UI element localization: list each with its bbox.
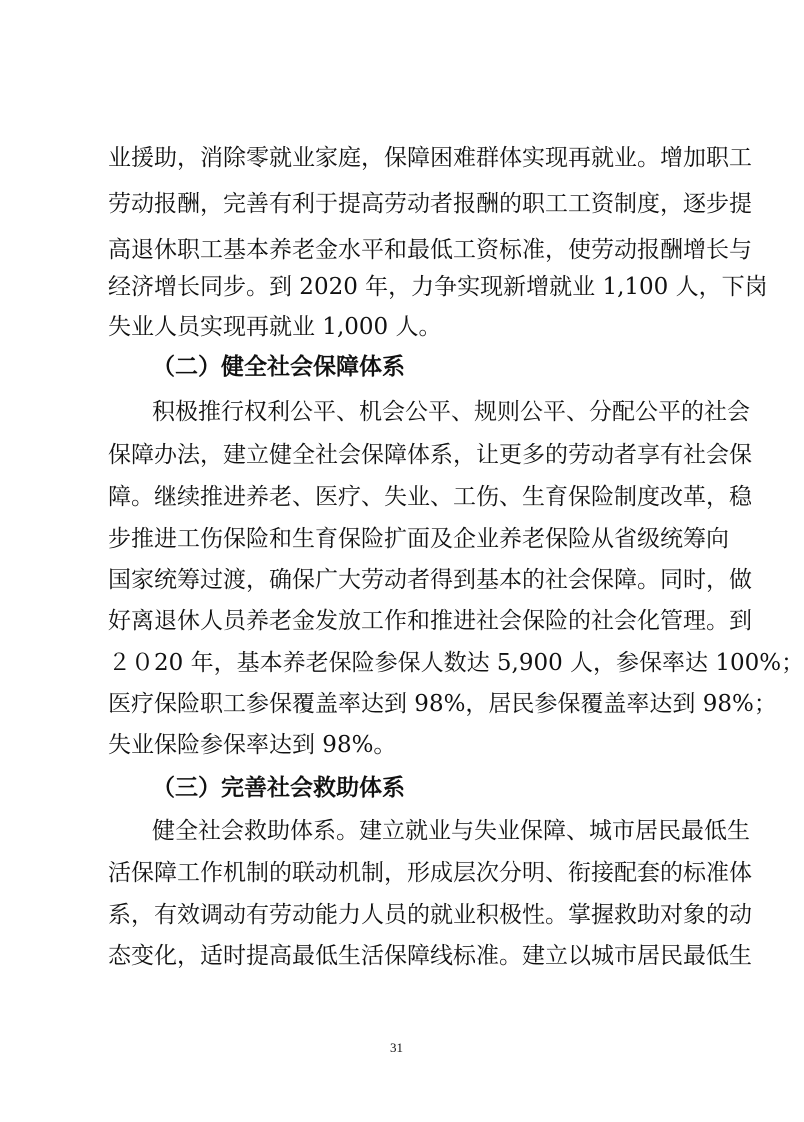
paragraph-line: 积极推行权利公平、机会公平、规则公平、分配公平的社会 [152,399,750,425]
paragraph-line: 障。继续推进养老、医疗、失业、工伤、生育保险制度改革，稳 [108,484,752,510]
section-heading: （二）健全社会保障体系 [152,354,405,380]
paragraph-line: 经济增长同步。到 2020 年，力争实现新增就业 1,100 人，下岗 [108,274,768,300]
paragraph-line: 业援助，消除零就业家庭，保障困难群体实现再就业。增加职工 [108,145,752,171]
paragraph-line: 高退休职工基本养老金水平和最低工资标准，使劳动报酬增长与 [108,237,752,263]
paragraph-line: 劳动报酬，完善有利于提高劳动者报酬的职工工资制度，逐步提 [108,191,752,217]
paragraph-line: ２０20 年，基本养老保险参保人数达 5,900 人，参保率达 100%； [108,650,804,676]
paragraph-line: 医疗保险职工参保覆盖率达到 98%，居民参保覆盖率达到 98%； [108,691,777,717]
paragraph-line: 系，有效调动有劳动能力人员的就业积极性。掌握救助对象的动 [108,902,752,928]
paragraph-line: 失业人员实现再就业 1,000 人。 [108,314,442,340]
paragraph-line: 好离退休人员养老金发放工作和推进社会保险的社会化管理。到 [108,608,752,634]
page-number: 31 [390,1040,403,1055]
paragraph-line: 健全社会救助体系。建立就业与失业保障、城市居民最低生 [152,818,750,844]
paragraph-line: 国家统筹过渡，确保广大劳动者得到基本的社会保障。同时，做 [108,567,752,593]
paragraph-line: 步推进工伤保险和生育保险扩面及企业养老保险从省级统筹向 [108,526,729,552]
paragraph-line: 失业保险参保率达到 98%。 [108,732,397,758]
paragraph-line: 保障办法，建立健全社会保障体系，让更多的劳动者享有社会保 [108,442,752,468]
section-heading: （三）完善社会救助体系 [152,775,405,801]
paragraph-line: 活保障工作机制的联动机制，形成层次分明、衔接配套的标准体 [108,860,752,886]
paragraph-line: 态变化，适时提高最低生活保障线标准。建立以城市居民最低生 [108,943,752,969]
